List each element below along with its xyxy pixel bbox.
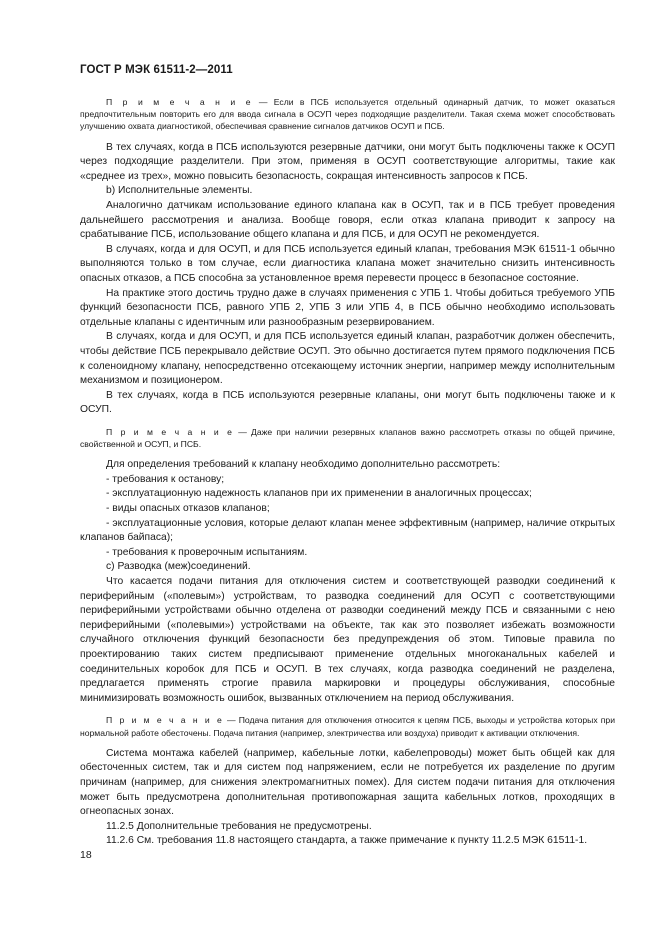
paragraph: Система монтажа кабелей (например, кабельные лотки, кабелепроводы) может быть общей как для обесточенных систем, так и для систем под напряжением, если не потребуется их разделение по другим причинам (например, для снижения электромагнитных помех). Для систем подачи питания для отключения может быть предусмотрена дополнительная противопожарная защита кабельных лотков, проходящих в огнеопасных зонах. (80, 747, 615, 818)
note-1 (80, 96, 615, 133)
note-2 (80, 426, 615, 450)
paragraph: В тех случаях, когда в ПСБ используются резервные клапаны, они могут быть подключены также и к ОСУП. (80, 389, 615, 416)
document-header: ГОСТ Р МЭК 61511-2—2011 (80, 64, 233, 76)
paragraph: В случаях, когда и для ОСУП, и для ПСБ используется единый клапан, требования МЭК 61511-1 обычно выполняются только в том случае, если диагностика клапана может значительно снизить интенсивность опасных отказов, а ПСБ способна за установленное время перевести процесс в безопасное состояние. (80, 243, 615, 284)
note-text: — Если в ПСБ используется отдельный одинарный датчик, то может оказаться предпочтительным повторить его для ввода сигнала в ОСУП через подходящие разделители. Такая схема может способствовать улучшению охвата диагностикой, обеспечивая сравнение сигналов датчиков ОСУП и ПСБ. (80, 97, 615, 132)
note-label: П р и м е ч а н и е (106, 715, 224, 726)
note-3 (80, 714, 615, 738)
paragraph: На практике этого достичь трудно даже в случаях применения с УПБ 1. Чтобы добиться требуемого УПБ функций безопасности ПСБ, равного УПБ 2, УПБ 3 или УПБ 4, в ПСБ обычно необходимо использовать отдельные клапаны с идентичным или разнообразным резервированием. (80, 287, 615, 328)
paragraph: Аналогично датчикам использование единого клапана как в ОСУП, так и в ПСБ требует проведения дальнейшего рассмотрения и анализа. Вообще говоря, если отказ клапана приводит к запросу на срабатывание ПСБ, использование общего клапана и для ПСБ, и для ОСУП не рекомендуется. (80, 199, 615, 241)
list-item: - виды опасных отказов клапанов; (106, 503, 270, 515)
clause-11-2-6: 11.2.6 См. требования 11.8 настоящего стандарта, а также примечание к пункту 11.2.5 МЭК 61511-1. (106, 835, 588, 847)
list-item: - требования к проверочным испытаниям. (106, 546, 308, 558)
paragraph: Для определения требований к клапану необходимо дополнительно рассмотреть: (106, 459, 501, 471)
list-item: - эксплуатационные условия, которые делают клапан менее эффективным (например, наличие открытых клапанов байпаса); (80, 517, 615, 544)
clause-11-2-5: 11.2.5 Дополнительные требования не предусмотрены. (106, 820, 372, 832)
list-item: - эксплуатационную надежность клапанов при их применении в аналогичных процессах; (106, 488, 532, 500)
paragraph: В случаях, когда и для ОСУП, и для ПСБ используется единый клапан, разработчик должен обеспечить, чтобы действие ПСБ перекрывало действие ОСУП. Это обычно достигается путем прямого подключения ПСБ к соленоидному клапану, непосредственно отсекающему источник энергии, например между исполнительным механизмом и позиционером. (80, 331, 615, 387)
subheading-actuators: b) Исполнительные элементы. (106, 185, 253, 197)
document-body (80, 96, 615, 849)
paragraph: Что касается подачи питания для отключения систем и соответствующей разводки соединений к периферийным («полевым») устройствам, то разводка соединений для ОСУП с соответствующими периферийными устройствами обычно отделена от разводки соединений между ПСБ и связанными с нею периферийными («полевыми») устройствами на объекте, так как это позволяет избежать возможности случайного отключения функций безопасности без предупреждения об этом. Типовые правила по проектированию таких систем предписывают применение отдельных многоканальных кабелей и соединительных коробок для ПСБ и ОСУП. В тех случаях, когда разводка соединений не разделена, предлагается применять строгие правила маркировки и процедуры обслуживания, способные минимизировать возможность ошибок, вызванных отключением на период обслуживания. (80, 576, 615, 704)
note-text: — Даже при наличии резервных клапанов важно рассмотреть отказы по общей причине, свойственной и ОСУП, и ПСБ. (80, 426, 615, 450)
subheading-wiring: c) Разводка (меж)соединений. (106, 561, 251, 573)
note-label: П р и м е ч а н и е (106, 426, 234, 437)
note-text: — Подача питания для отключения относится к цепям ПСБ, выходы и устройства которых при нормальной работе обесточены. Подача питания (например, электричества или воздуха) приводит к активации отключения. (80, 715, 615, 738)
paragraph: В тех случаях, когда в ПСБ используются резервные датчики, они могут быть подключены также к ОСУП через подходящие разделители. При этом, применяя в ОСУП соответствующие алгоритмы, такие как «среднее из трех», можно повысить безопасность, сокращая интенсивность запросов к ПСБ. (80, 141, 615, 182)
list-item: - требования к останову; (106, 473, 225, 485)
note-label: П р и м е ч а н и е (106, 97, 253, 107)
page-number: 18 (80, 849, 92, 861)
